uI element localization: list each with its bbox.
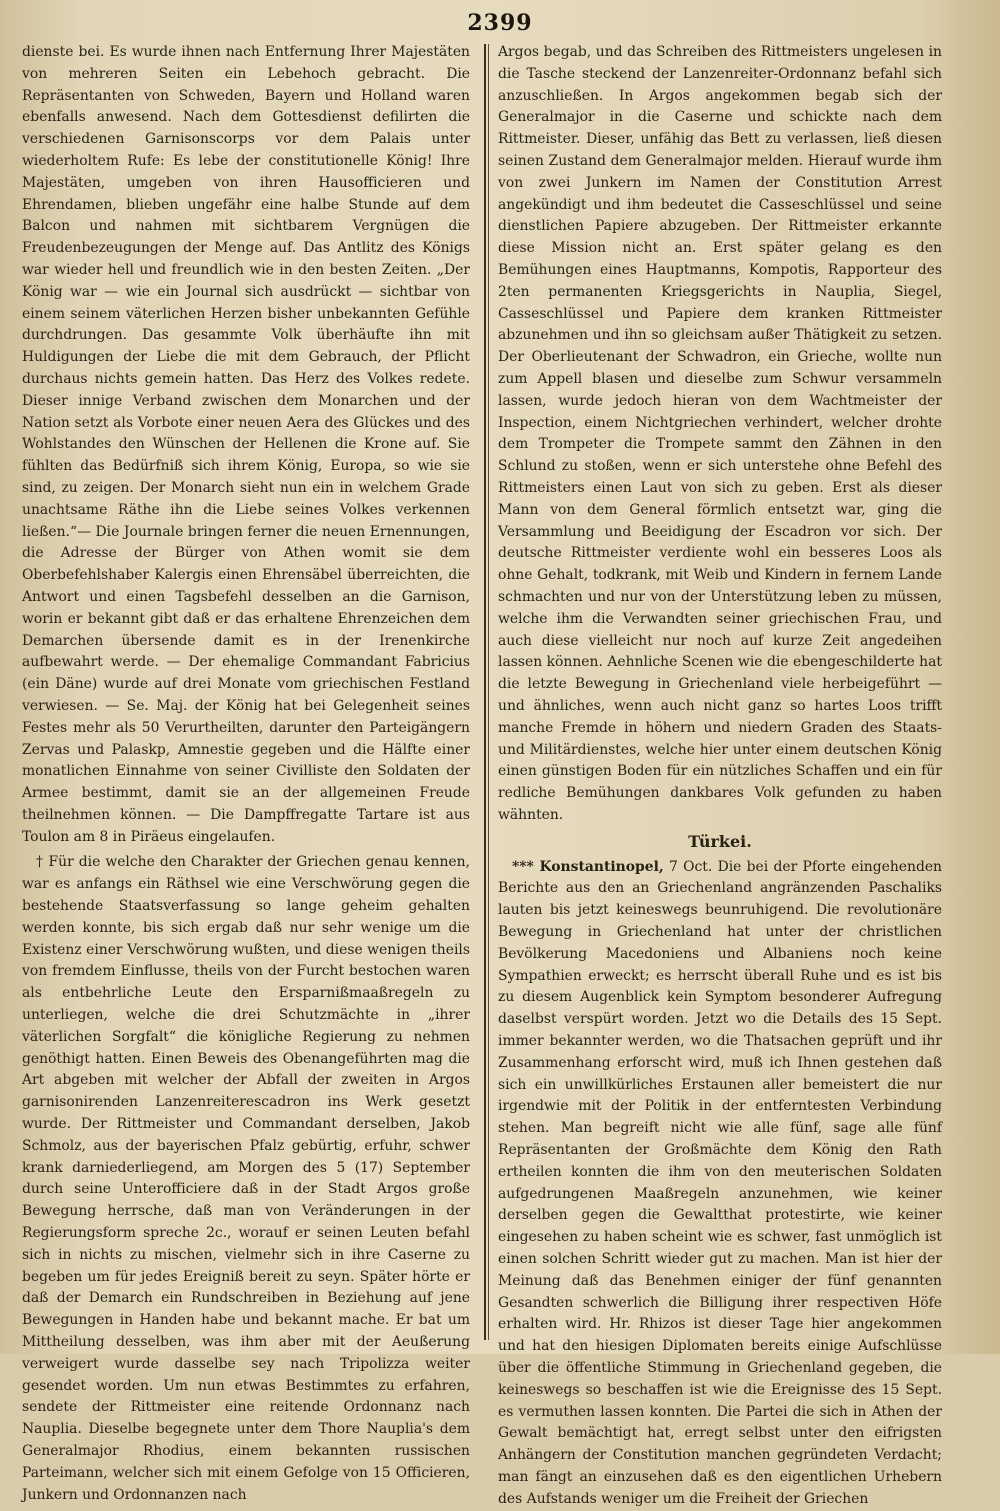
article-paragraph: Argos begab, und das Schreiben des Rittmeisters ungelesen in die Tasche steckend der Lanzenreiter-Ordonnanz befahl sich anzuschließen. In Argos angekommen begab sich der Generalmajor in die Caserne und schickte nach dem Rittmeister. Dieser, unfähig das Bett zu verlassen, ließ diesen seinen Zustand dem Generalmajor melden. Hierauf wurde ihm von zwei Junkern im Namen der Constitution Arrest angekündigt und ihm bedeutet die Casseschlüssel und seine dienstlichen Papiere abzugeben. Der Rittmeister erkannte diese Mission nicht an. Erst später gelang es den Bemühungen eines Hauptmanns, Kompotis, Rapporteur des 2ten permanenten Kriegsgerichts in Nauplia, Siegel, Casseschlüssel und Papiere dem kranken Rittmeister abzunehmen und ihn so gleichsam außer Thätigkeit zu setzen. Der Oberlieutenant der Schwadron, ein Grieche, wollte nun zum Appell blasen und dieselbe zum Schwur versammeln lassen, wurde jedoch hieran von dem Wachtmeister der Inspection, einem Nichtgriechen verhindert, welcher drohte dem Trompeter die Trompete sammt den Zähnen in den Schlund zu stoßen, wenn er sich unterstehe ohne Befehl des Rittmeisters einen Laut von sich zu geben. Erst als dieser Mann von dem General förmlich entsetzt war, ging die Versammlung und Beeidigung der Escadron vor sich. Der deutsche Rittmeister verdiente wohl ein besseres Loos als ohne Gehalt, todkrank, mit Weib und Kindern in fernem Lande schmachten und nur von der Unterstützung leben zu müssen, welche ihm die Verwandten seiner griechischen Frau, und auch diese vielleicht nur noch auf kurze Zeit angedeihen lassen können. Aehnliche Scenen wie die ebengeschilderte hat die letzte Bewegung in Griechenland viele herbeigeführt — und ähnliches, wenn auch nicht ganz so hartes Loos trifft manche Fremde in höhern und niedern Graden des Staats- und Militärdienstes, welche hier unter einem deutschen König einen günstigen Boden für ein nützliches Schaffen und ein für redliche Bemühungen dankbares Volk gefunden zu haben wähnten. <box>498 44 942 823</box>
left-column <box>22 42 470 1503</box>
column-divider-thin <box>488 44 489 1340</box>
dateline: *** Konstantinopel, <box>512 858 664 875</box>
article-text: Die bei der Pforte eingehenden Berichte aus den an Griechenland angränzenden Paschaliks lauten bis jetzt keineswegs beunruhigend. Die revolutionäre Bewegung in Griechenland hat unter der christlichen Bevölkerung Macedoniens und Albaniens noch keine Sympathien erweckt; es herrscht überall Ruhe und es ist bis zu diesem Augenblick kein Symptom besonderer Aufregung daselbst verspürt worden. Jetzt wo die Details des 15 Sept. immer bekannter werden, wo die Thatsachen geprüft und ihr Zusammenhang erforscht wird, muß ich Ihnen gestehen daß sich ein unwillkürliches Erstaunen aller bemeistert die nur irgendwie mit der Politik in der entferntesten Verbindung stehen. Man begreift nicht wie alle fünf, sage alle fünf Repräsentanten der Großmächte dem König den Rath ertheilen konnten die ihm von den meuterischen Soldaten aufgedrungenen Maaßregeln anzunehmen, wie keiner derselben gegen die Gewaltthat protestirte, wie keiner eingesehen zu haben scheint wie es schwer, fast unmöglich ist einen solchen Schritt wieder gut zu machen. Man ist hier der Meinung daß das Benehmen einiger der fünf genannten Gesandten schwerlich die Billigung ihrer respectiven Höfe erhalten wird. Hr. Rhizos ist dieser Tage hier angekommen und hat den hiesigen Diplomaten bereits einige Aufschlüsse über die öffentliche Stimmung in Griechenland gegeben, die keineswegs so beschaffen ist wie die Ereignisse des 15 Sept. es vermuthen lassen konnten. Die Partei die sich in Athen der Gewalt bemächtigt hat, erregt selbst unter den eifrigsten Anhängern der Constitution manchen gegründeten Verdacht; man fängt an einzusehen daß es den eigentlichen Urhebern des Aufstands weniger um die Freiheit der Griechen <box>498 858 943 1507</box>
column-divider <box>484 44 486 1340</box>
section-heading: Türkei. <box>688 831 752 851</box>
page-number: 2399 <box>467 10 533 36</box>
article-paragraph <box>498 857 942 1511</box>
date: 7 Oct. <box>668 858 713 875</box>
article-paragraph: † Für die welche den Charakter der Griechen genau kennen, war es anfangs ein Räthsel wie eine Verschwörung gegen die bestehende Staatsverfassung so lange geheim gehalten werden konnte, bis sich ergab daß nur sehr wenige um die Existenz einer Verschwörung wußten, und diese wenigen theils von fremdem Einflusse, theils von der Furcht bestochen waren als entbehrliche Leute den Ersparnißmaaßregeln zu unterliegen, welche die drei Schutzmächte in „ihrer väterlichen Sorgfalt“ die königliche Regierung zu nehmen genöthigt hatten. Einen Beweis des Obenangeführten mag die Art abgeben mit welcher der Abfall der zweiten in Argos garnisonirenden Lanzenreiterescadron ins Werk gesetzt wurde. Der Rittmeister und Commandant derselben, Jakob Schmolz, aus der bayerischen Pfalz gebürtig, erfuhr, schwer krank darniederliegend, am Morgen des 5 (17) September durch seine Unterofficiere daß in der Stadt Argos große Bewegung herrsche, daß man von Veränderungen in der Regierungsform spreche 2c., worauf er seinen Leuten befahl sich in nichts zu mischen, vielmehr sich in ihre Caserne zu begeben um für jedes Ereigniß bereit zu seyn. Später hörte er daß der Demarch ein Rundschreiben in Beziehung auf jene Bewegungen in Handen habe und bekannt mache. Er bat um Mittheilung desselben, was ihm aber mit der Aeußerung verweigert wurde dasselbe sey nach Tripolizza weiter gesendet worden. Um nun etwas Bestimmtes zu erfahren, sendete der Rittmeister eine reitende Ordonnanz nach Nauplia. Dieselbe begegnete unter dem Thore Nauplia's dem Generalmajor Rhodius, einem bekannten russischen Parteimann, welcher sich mit einem Gefolge von 15 Officieren, Junkern und Ordonnanzen nach <box>22 854 470 1503</box>
right-column <box>498 42 943 1507</box>
article-paragraph: dienste bei. Es wurde ihnen nach Entfernung Ihrer Majestäten von mehreren Seiten ein Lebehoch gebracht. Die Repräsentanten von Schweden, Bayern und Holland waren ebenfalls anwesend. Nach dem Gottesdienst defilirten die verschiedenen Garnisonscorps vor dem Palais unter wiederholtem Rufe: Es lebe der constitutionelle König! Ihre Majestäten, umgeben von ihren Hausofficieren und Ehrendamen, blieben ungefähr eine halbe Stunde auf dem Balcon und nahmen mit sichtbarem Vergnügen die Freudenbezeugungen der Menge auf. Das Antlitz des Königs war wieder hell und freundlich wie in den besten Zeiten. „Der König war — wie ein Journal sich ausdrückt — sichtbar von einem seinem väterlichen Herzen bisher unbekannten Gefühle durchdrungen. Das gesammte Volk überhäufte ihn mit Huldigungen der Liebe die mit dem Gebrauch, der Pflicht durchaus nichts gemein hatten. Das Herz des Volkes redete. Dieser innige Verband zwischen dem Monarchen und der Nation setzt als Vorbote einer neuen Aera des Glückes und des Wohlstandes den Wünschen der Hellenen die Krone auf. Sie fühlten das Bedürfniß sich ihrem König, Europa, so wie sie sind, zu zeigen. Der Monarch sieht nun ein in welchem Grade unachtsame Räthe ihn die Liebe seines Volkes verkennen ließen.“— Die Journale bringen ferner die neuen Ernennungen, die Adresse der Bürger von Athen womit sie dem Oberbefehlshaber Kalergis einen Ehrensäbel überreichten, die Antwort und einen Tagsbefehl desselben an die Garnison, worin er bekannt gibt daß er das erhaltene Ehrenzeichen dem Demarchen übersende damit es in der Irenenkirche aufbewahrt werde. — Der ehemalige Commandant Fabricius (ein Däne) wurde auf drei Monate vom griechischen Festland verwiesen. — Se. Maj. der König hat bei Gelegenheit seines Festes mehr als 50 Verurtheilten, darunter den Parteigängern Zervas und Palaskp, Amnestie gegeben und die Hälfte einer monatlichen Einnahme von seiner Civilliste den Soldaten der Armee bestimmt, damit sie an der allgemeinen Freude theilnehmen können. — Die Dampffregatte Tartare ist aus Toulon am 8 in Piräeus eingelaufen. <box>22 44 470 845</box>
